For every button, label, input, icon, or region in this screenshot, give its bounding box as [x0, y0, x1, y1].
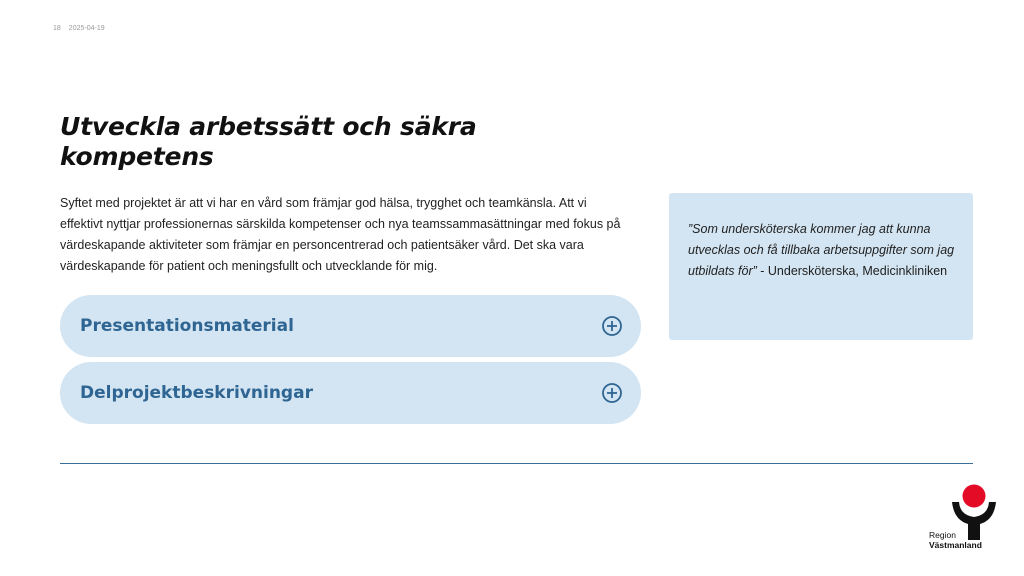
quote-attribution: - Undersköterska, Medicinkliniken — [756, 264, 948, 278]
slide-date: 2025-04-19 — [68, 25, 105, 32]
accordion-presentationsmaterial[interactable] — [60, 295, 641, 357]
quote-box — [669, 193, 973, 340]
region-logo-text — [929, 530, 982, 550]
slide-number: 18 — [53, 25, 61, 32]
page-title: Utveckla arbetssätt och säkra kompetens — [60, 112, 477, 171]
logo-line-2: Västmanland — [929, 540, 982, 550]
quote-text: ”Som undersköterska kommer jag att kunna utvecklas och få tillbaka arbetsuppgifter som jag utbildats för” — [688, 222, 955, 278]
plus-circle-icon[interactable] — [601, 382, 623, 404]
accordion-label: Delprojektbeskrivningar — [80, 383, 313, 403]
accordion-delprojektbeskrivningar[interactable] — [60, 362, 641, 424]
region-logo — [926, 484, 1002, 556]
accordion-label: Presentationsmaterial — [80, 316, 294, 336]
divider — [60, 463, 973, 464]
intro-paragraph: Syftet med projektet är att vi har en vård som främjar god hälsa, trygghet och teamkänsla. Att vi effektivt nyttjar professionernas särskilda kompetenser och nya teamssammasättningar med fokus på värdeskapande aktiviteter som främjar en personcentrerad och patientsäker vård. Det ska vara värdeskapande för patient och meningsfullt och utvecklande för mig. — [60, 196, 621, 273]
plus-circle-icon[interactable] — [601, 315, 623, 337]
slide-meta — [53, 25, 105, 32]
logo-line-1: Region — [929, 530, 956, 540]
